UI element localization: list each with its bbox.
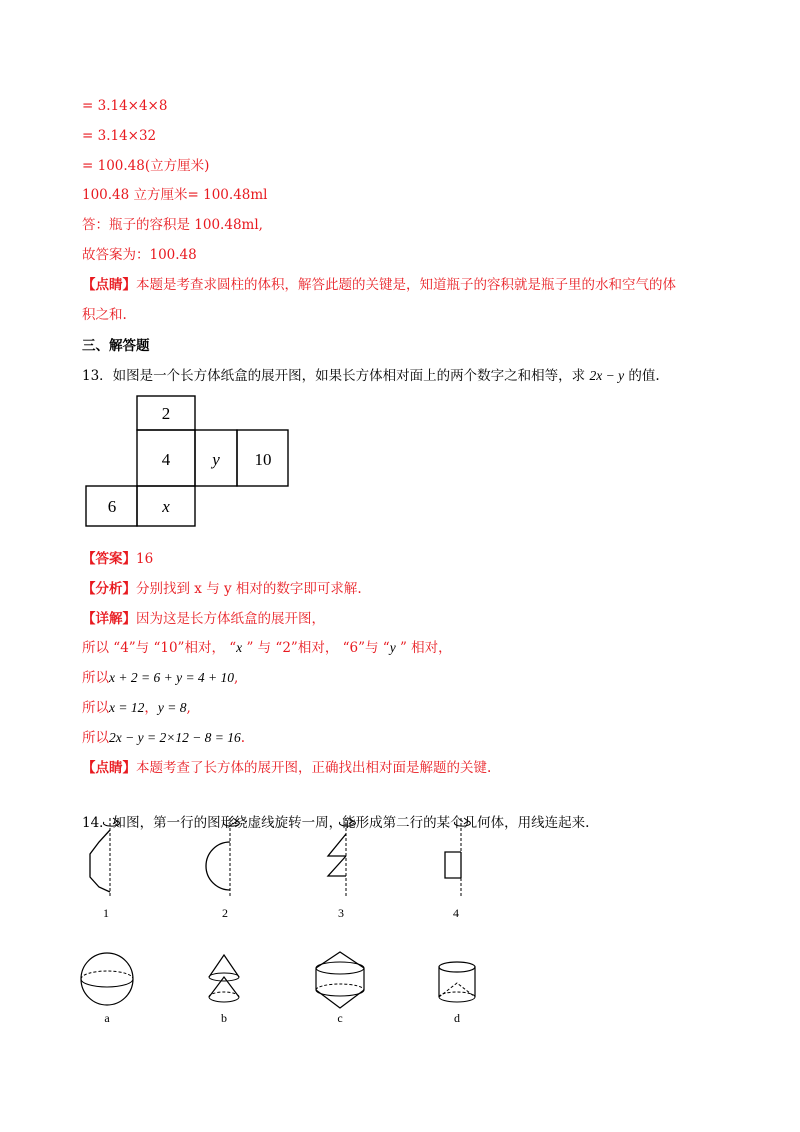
pairs-text-2: ” 与 “2”相对， “6”与 “ [242, 640, 390, 656]
solid-b-double-cone [189, 950, 259, 1030]
net-cell-4: 4 [161, 450, 171, 469]
pairs-text-1: 所以 “4”与 “10”相对， “ [82, 640, 237, 656]
q13-equation-1 [82, 669, 238, 687]
q13-equation-2 [82, 699, 191, 717]
shape-3-double-triangle [314, 812, 384, 922]
q13-stem-expression: 2x − y [589, 368, 625, 383]
solution-final-answer: 故答案为：100.48 [82, 247, 197, 263]
eq3-suffix: . [240, 730, 246, 746]
q13-detail [82, 610, 325, 628]
q13-equation-3 [82, 729, 245, 747]
q13-answer [82, 550, 153, 568]
solution-line-1: = 3.14×4×8 [82, 98, 168, 114]
eq2-math-x: x = 12 [109, 700, 145, 715]
eq2-prefix: 所以 [82, 700, 109, 716]
solid-label-d: d [454, 1011, 460, 1025]
eq3-prefix: 所以 [82, 730, 109, 746]
comment-line-2: 积之和. [82, 307, 127, 323]
q13-analysis [82, 580, 362, 598]
shape-label-4: 4 [453, 906, 459, 920]
net-cell-10: 10 [254, 450, 272, 469]
q13-stem-tail: 的值. [628, 368, 660, 384]
net-cell-x: x [162, 497, 170, 516]
solution-line-2: = 3.14×32 [82, 128, 157, 144]
shape-label-1: 1 [103, 906, 109, 920]
eq1-math: x + 2 = 6 + y = 4 + 10 [109, 670, 235, 685]
pairs-text-3: ” 相对， [395, 640, 452, 656]
solid-a-sphere [72, 950, 142, 1030]
net-cell-y: y [212, 450, 220, 469]
shape-2-semicircle [197, 812, 267, 922]
net-cell-2: 2 [161, 404, 171, 423]
answer-value: 16 [136, 551, 154, 567]
q13-comment-text: 本题考查了长方体的展开图，正确找出相对面是解题的关键. [136, 760, 492, 776]
solid-label-b: b [221, 1011, 227, 1025]
eq1-suffix: , [234, 670, 239, 686]
section-title: 三、解答题 [82, 338, 150, 354]
analysis-text: 分别找到 x 与 y 相对的数字即可求解. [136, 581, 362, 597]
q13-comment-tag: 【点睛】 [82, 760, 136, 776]
cuboid-net-figure [84, 394, 294, 529]
shape-1-trapezoid [80, 812, 150, 922]
comment-text: 本题是考查求圆柱的体积，解答此题的关键是，知道瓶子的容积就是瓶子里的水和空气的体 [136, 277, 676, 293]
eq2-math-y: y = 8 [157, 700, 187, 715]
solid-c-cylinder-with-cones [305, 950, 375, 1030]
net-cell-6: 6 [107, 497, 117, 516]
q14-stem: 14．如图，第一行的图形绕虚线旋转一周，能形成第二行的某个几何体，用线连起来. [82, 815, 590, 831]
solution-line-4: 100.48 立方厘米= 100.48ml [82, 187, 268, 203]
solid-label-a: a [104, 1011, 110, 1025]
eq1-prefix: 所以 [82, 670, 109, 686]
comment-line-1 [82, 276, 676, 294]
eq2-suffix: , [186, 700, 191, 716]
detail-text: 因为这是长方体纸盒的展开图， [136, 611, 325, 627]
answer-tag: 【答案】 [82, 551, 136, 567]
detail-tag: 【详解】 [82, 611, 136, 627]
q13-stem [82, 367, 660, 385]
analysis-tag: 【分析】 [82, 581, 136, 597]
q13-stem-text: 13．如图是一个长方体纸盒的展开图，如果长方体相对面上的两个数字之和相等，求 [82, 368, 586, 384]
q13-comment [82, 759, 491, 777]
solution-line-3: = 100.48(立方厘米) [82, 158, 210, 174]
shape-label-2: 2 [222, 906, 228, 920]
eq2-separator: ， [144, 700, 158, 716]
solution-answer-line: 答：瓶子的容积是 100.48ml, [82, 217, 263, 233]
pairs-var-y: y [389, 640, 396, 655]
pairs-var-x: x [236, 640, 243, 655]
solid-d-cylinder-cone-hole [422, 950, 492, 1030]
q13-opposite-pairs [82, 639, 452, 657]
shape-label-3: 3 [338, 906, 344, 920]
solid-label-c: c [337, 1011, 343, 1025]
shape-4-right-trapezoid [432, 812, 502, 922]
eq3-math: 2x − y = 2×12 − 8 = 16 [109, 730, 241, 745]
comment-tag: 【点睛】 [82, 277, 136, 293]
